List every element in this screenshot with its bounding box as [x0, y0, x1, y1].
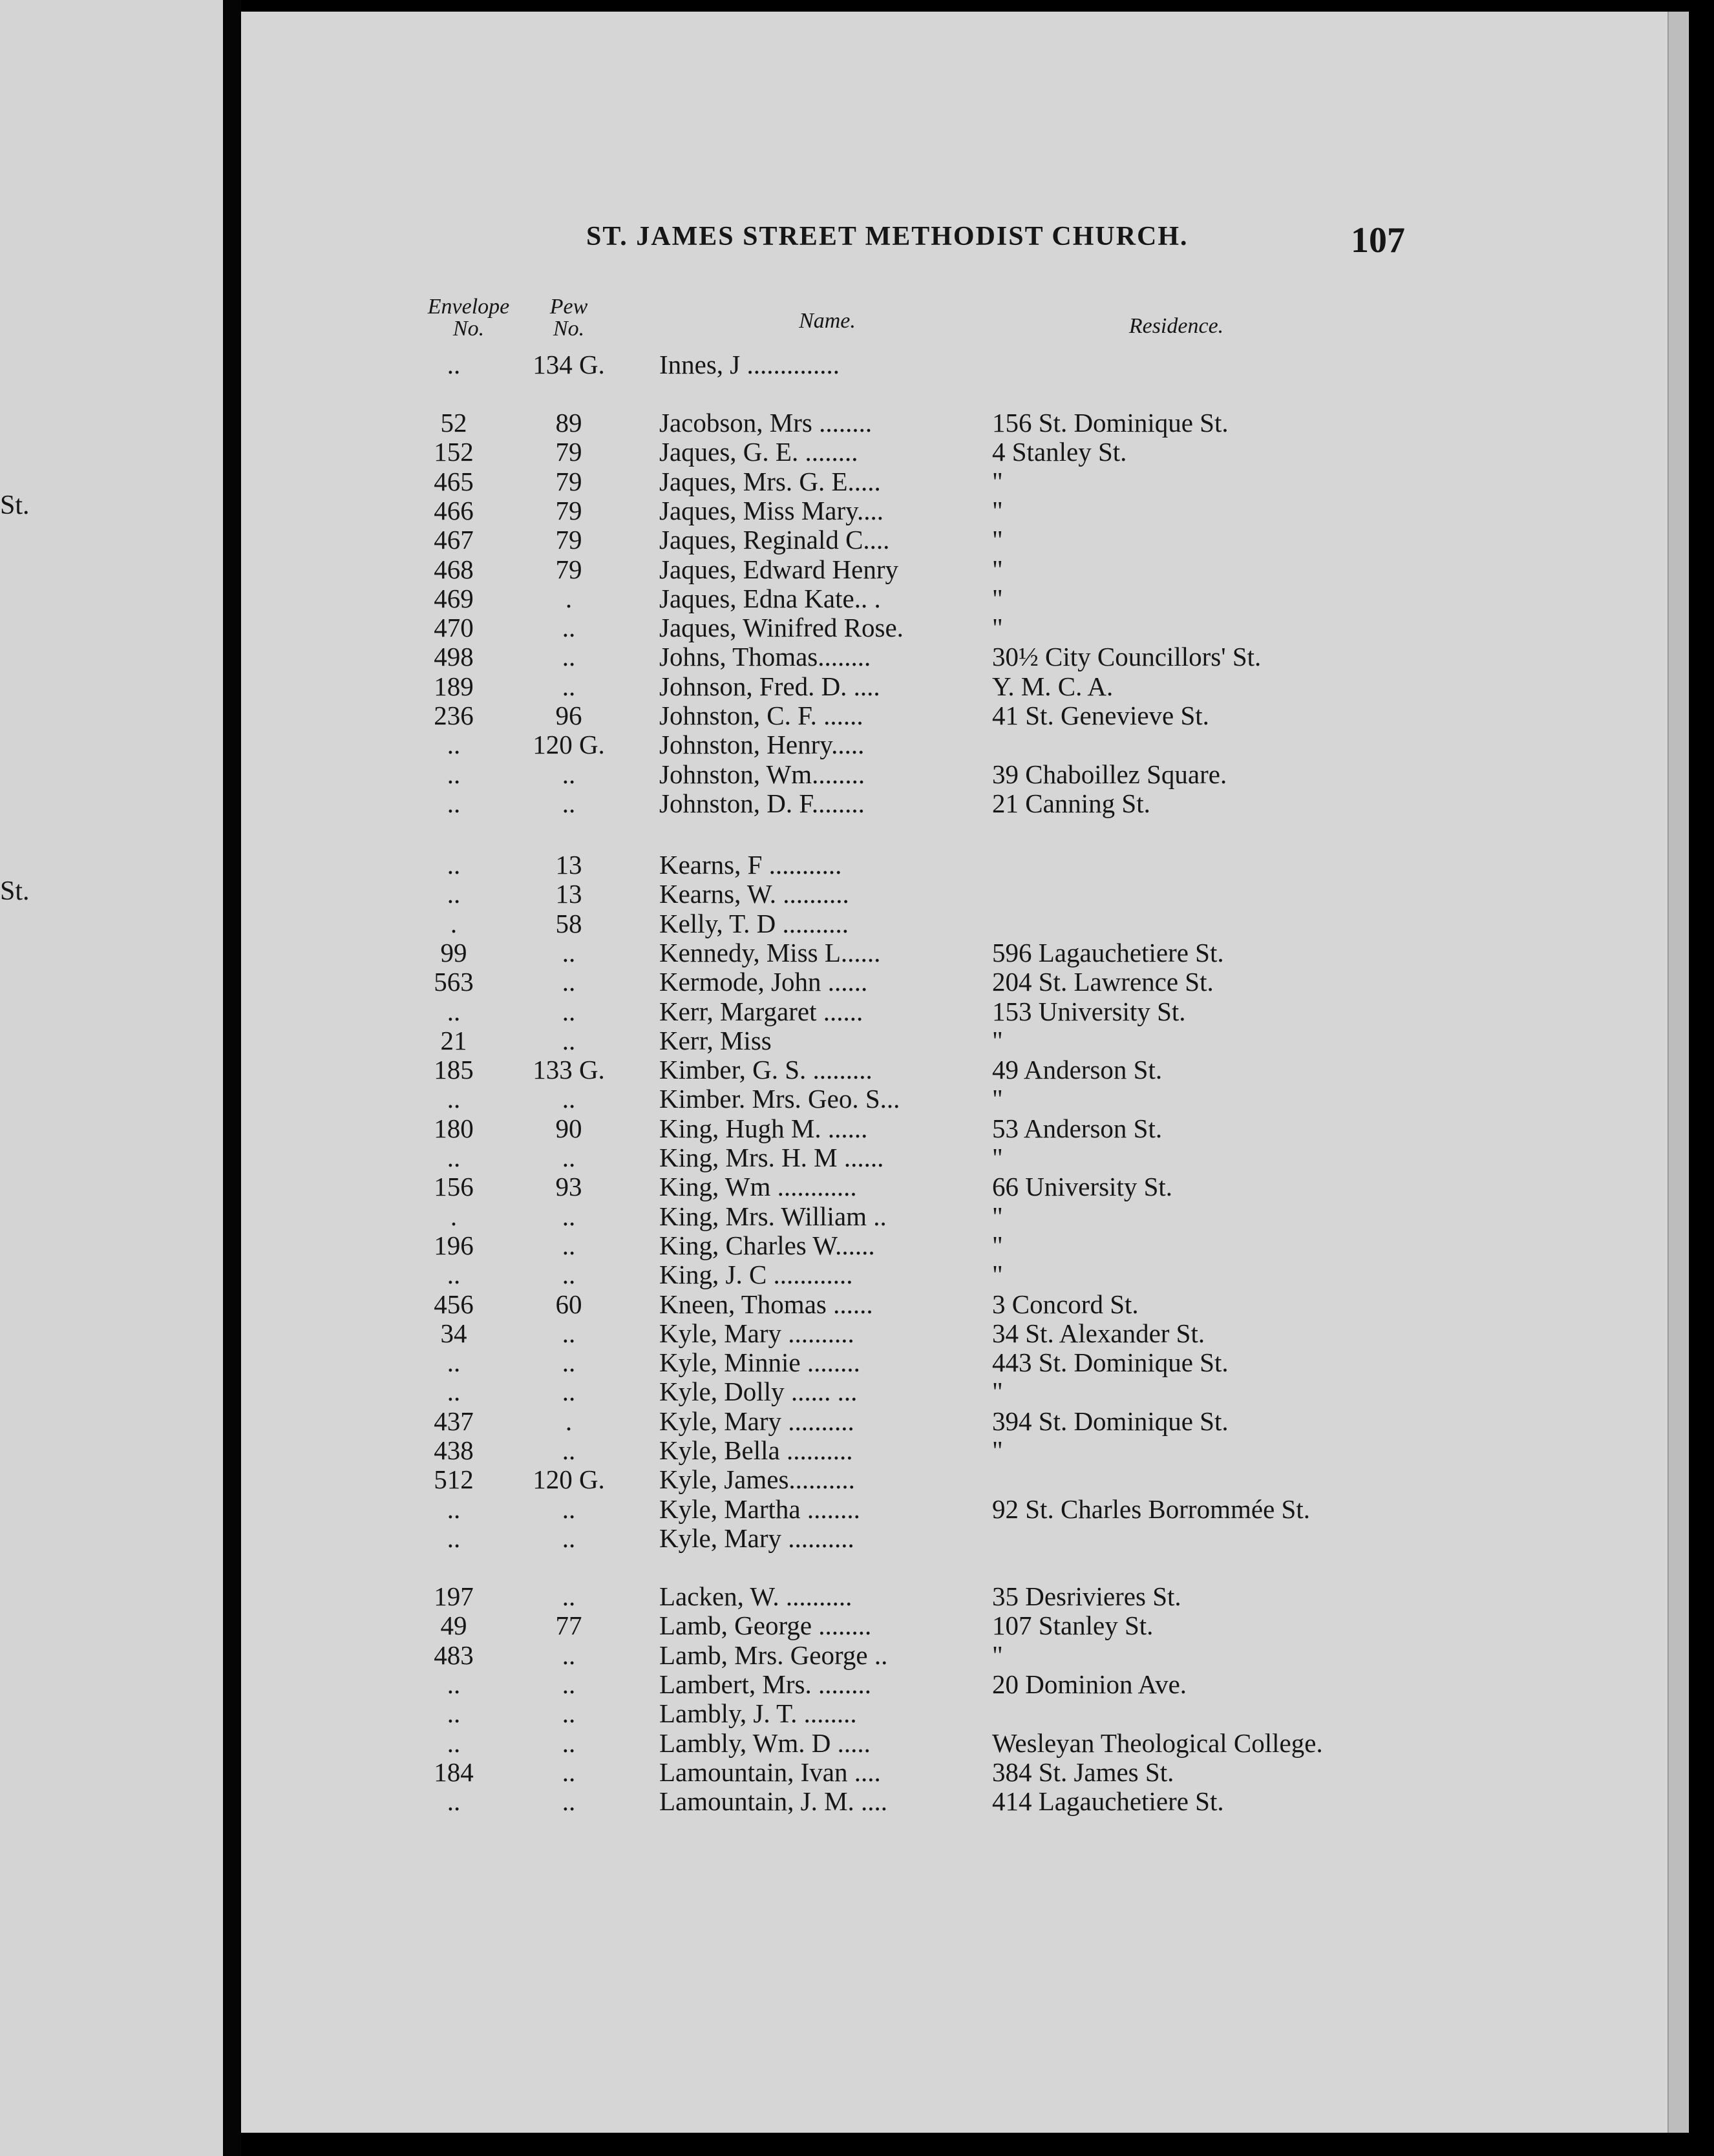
pew-number-cell: ..	[562, 1786, 576, 1817]
name-cell: Johnson, Fred. D. ....	[659, 671, 880, 701]
book-gutter	[223, 0, 241, 2156]
pew-number-cell: ..	[562, 613, 576, 643]
page-number: 107	[1351, 220, 1405, 260]
envelope-number-cell: 34	[440, 1318, 467, 1348]
residence-cell: 153 University St.	[992, 996, 1186, 1026]
envelope-number-cell: ..	[447, 1494, 461, 1524]
envelope-number-cell: ..	[447, 1728, 461, 1758]
residence-cell: 596 Lagauchetiere St.	[992, 937, 1224, 967]
residence-cell: "	[992, 1377, 1003, 1407]
name-cell: Lamountain, J. M. ....	[659, 1786, 888, 1817]
envelope-number-cell: 469	[434, 583, 474, 613]
name-cell: Lamb, George ........	[659, 1611, 872, 1641]
pew-number-cell: 13	[555, 850, 582, 880]
residence-cell: "	[992, 525, 1003, 555]
envelope-number-cell: .	[450, 1201, 458, 1231]
residence-cell: 21 Canning St.	[992, 788, 1150, 818]
name-cell: Jaques, Reginald C....	[659, 525, 890, 555]
pew-number-cell: ..	[562, 1201, 576, 1231]
pew-number-cell: 90	[555, 1113, 582, 1143]
envelope-number-cell: 49	[440, 1611, 467, 1641]
residence-cell: "	[992, 1640, 1003, 1670]
pew-number-cell: 134 G.	[533, 350, 605, 379]
name-cell: Johnston, C. F. ......	[659, 701, 863, 730]
envelope-number-cell: 465	[434, 466, 474, 496]
pew-number-cell: ..	[562, 996, 576, 1026]
name-cell: Jaques, Miss Mary....	[659, 495, 883, 525]
name-cell: King, Mrs. William ..	[659, 1201, 887, 1231]
envelope-number-cell: ..	[447, 759, 461, 789]
envelope-number-cell: 152	[434, 437, 474, 467]
column-header-residence: Residence.	[1128, 314, 1224, 338]
pew-number-cell: ..	[562, 642, 576, 672]
name-cell: King, Hugh M. ......	[659, 1113, 868, 1143]
pew-number-cell: ..	[562, 759, 576, 789]
pew-number-cell: 79	[555, 554, 582, 584]
envelope-number-cell: 236	[434, 701, 474, 730]
pew-number-cell: ..	[562, 1757, 576, 1787]
pew-number-cell: 120 G.	[533, 730, 605, 760]
name-cell: Kyle, Dolly ...... ...	[659, 1377, 858, 1407]
pew-number-cell: ..	[562, 1377, 576, 1407]
envelope-number-cell: ..	[447, 1523, 461, 1553]
name-cell: Kimber, G. S. .........	[659, 1055, 873, 1085]
name-cell: Jaques, Edward Henry	[659, 554, 899, 584]
name-cell: Johnston, Wm........	[659, 759, 865, 789]
name-cell: Lamb, Mrs. George ..	[659, 1640, 888, 1670]
pew-number-cell: 79	[555, 437, 582, 467]
name-cell: Kyle, Mary ..........	[659, 1318, 854, 1348]
name-cell: Kelly, T. D ..........	[659, 908, 849, 938]
pew-number-cell: .	[565, 583, 573, 613]
pew-number-cell: ..	[562, 1230, 576, 1260]
pew-number-cell: ..	[562, 1318, 576, 1348]
envelope-number-cell: 197	[434, 1581, 474, 1611]
left-page-fragment: St.	[0, 491, 30, 520]
pew-number-cell: .	[565, 1406, 573, 1436]
residence-cell: "	[992, 1143, 1003, 1172]
pew-number-cell: ..	[562, 1640, 576, 1670]
envelope-number-cell: ..	[447, 730, 461, 760]
envelope-number-cell: 467	[434, 525, 474, 555]
residence-cell: "	[992, 1435, 1003, 1465]
envelope-number-cell: 456	[434, 1289, 474, 1319]
residence-cell: 35 Desrivieres St.	[992, 1581, 1181, 1611]
name-cell: Kennedy, Miss L......	[659, 937, 881, 967]
column-header-name: Name.	[799, 309, 856, 333]
name-cell: Lambly, Wm. D .....	[659, 1728, 871, 1758]
name-cell: Jaques, Winifred Rose.	[659, 613, 904, 643]
name-cell: King, J. C ............	[659, 1260, 853, 1290]
name-cell: Kyle, James..........	[659, 1464, 855, 1495]
pew-number-cell: ..	[562, 671, 576, 701]
envelope-number-cell: 437	[434, 1406, 474, 1436]
name-cell: Kyle, Mary ..........	[659, 1523, 854, 1553]
envelope-number-cell: 196	[434, 1230, 474, 1260]
name-cell: Jaques, Mrs. G. E.....	[659, 466, 881, 496]
residence-cell: "	[992, 583, 1003, 613]
envelope-number-cell: 466	[434, 495, 474, 525]
pew-number-cell: ..	[562, 1435, 576, 1465]
residence-cell: "	[992, 1230, 1003, 1260]
name-cell: Jacobson, Mrs ........	[659, 408, 873, 438]
envelope-number-cell: 189	[434, 671, 474, 701]
pew-number-cell: ..	[562, 1143, 576, 1172]
envelope-number-cell: 99	[440, 937, 467, 967]
residence-cell: Wesleyan Theological College.	[992, 1728, 1323, 1758]
residence-cell: 4 Stanley St.	[992, 437, 1127, 467]
page-title: ST. JAMES STREET METHODIST CHURCH.	[586, 222, 1189, 251]
name-cell: Johns, Thomas........	[659, 642, 871, 672]
envelope-number-cell: 438	[434, 1435, 474, 1465]
name-cell: Jaques, Edna Kate.. .	[659, 583, 881, 613]
residence-cell: "	[992, 613, 1003, 643]
name-cell: Kneen, Thomas ......	[659, 1289, 873, 1319]
name-cell: Kerr, Miss	[659, 1025, 772, 1055]
pew-number-cell: ..	[562, 1669, 576, 1699]
envelope-number-cell: ..	[447, 1786, 461, 1817]
pew-number-cell: 120 G.	[533, 1464, 605, 1495]
name-cell: Kyle, Bella ..........	[659, 1435, 853, 1465]
column-header-envelope: Envelope No.	[427, 295, 510, 341]
envelope-number-cell: ..	[447, 1348, 461, 1378]
pew-number-cell: 133 G.	[533, 1055, 605, 1085]
residence-cell: "	[992, 495, 1003, 525]
residence-cell: 92 St. Charles Borrommée St.	[992, 1494, 1310, 1524]
name-cell: Lamountain, Ivan ....	[659, 1757, 881, 1787]
envelope-number-cell: 512	[434, 1464, 474, 1495]
residence-cell: 30½ City Councillors' St.	[992, 642, 1262, 672]
envelope-number-cell: ..	[447, 850, 461, 880]
envelope-number-cell: 185	[434, 1055, 474, 1085]
residence-cell: 66 University St.	[992, 1172, 1173, 1202]
residence-cell: 394 St. Dominique St.	[992, 1406, 1229, 1436]
name-cell: Kyle, Mary ..........	[659, 1406, 854, 1436]
envelope-number-cell: 180	[434, 1113, 474, 1143]
pew-number-cell: ..	[562, 1025, 576, 1055]
envelope-number-cell: ..	[447, 1669, 461, 1699]
envelope-number-cell: 52	[440, 408, 467, 438]
envelope-number-cell: ..	[447, 788, 461, 818]
name-cell: Kearns, F ...........	[659, 850, 842, 880]
residence-cell: "	[992, 1260, 1003, 1290]
residence-cell: "	[992, 1025, 1003, 1055]
envelope-number-cell: ..	[447, 879, 461, 909]
left-page-margin	[0, 0, 223, 2156]
left-page-fragment: St.	[0, 876, 30, 906]
envelope-number-cell: 498	[434, 642, 474, 672]
envelope-number-cell: 156	[434, 1172, 474, 1202]
pew-number-cell: ..	[562, 1698, 576, 1729]
name-cell: Kermode, John ......	[659, 967, 868, 997]
envelope-number-cell: ..	[447, 1377, 461, 1407]
name-cell: Innes, J ..............	[659, 350, 840, 379]
residence-cell: 20 Dominion Ave.	[992, 1669, 1187, 1699]
envelope-number-cell: ..	[447, 996, 461, 1026]
pew-number-cell: 79	[555, 466, 582, 496]
residence-cell: 384 St. James St.	[992, 1757, 1174, 1787]
pew-number-cell: ..	[562, 1260, 576, 1290]
name-cell: King, Wm ............	[659, 1172, 857, 1202]
residence-cell: 34 St. Alexander St.	[992, 1318, 1205, 1348]
envelope-number-cell: 184	[434, 1757, 474, 1787]
column-header-pew: Pew No.	[549, 295, 588, 341]
name-cell: Lambert, Mrs. ........	[659, 1669, 871, 1699]
name-cell: Lambly, J. T. ........	[659, 1698, 857, 1729]
pew-number-cell: ..	[562, 937, 576, 967]
name-cell: Kearns, W. ..........	[659, 879, 849, 909]
page-edge	[1667, 12, 1688, 2133]
envelope-number-cell: 470	[434, 613, 474, 643]
pew-number-cell: 13	[555, 879, 582, 909]
residence-cell: 3 Concord St.	[992, 1289, 1139, 1319]
envelope-number-cell: ..	[447, 1084, 461, 1114]
pew-number-cell: 60	[555, 1289, 582, 1319]
name-cell: King, Mrs. H. M ......	[659, 1143, 884, 1172]
name-cell: Kyle, Minnie ........	[659, 1348, 860, 1378]
envelope-number-cell: 483	[434, 1640, 474, 1670]
name-cell: Kyle, Martha ........	[659, 1494, 860, 1524]
envelope-number-cell: 21	[440, 1025, 467, 1055]
pew-number-cell: 77	[555, 1611, 582, 1641]
pew-number-cell: ..	[562, 1348, 576, 1378]
pew-number-cell: ..	[562, 1523, 576, 1553]
residence-cell: 53 Anderson St.	[992, 1113, 1163, 1143]
name-cell: Kimber. Mrs. Geo. S...	[659, 1084, 900, 1114]
pew-number-cell: 93	[555, 1172, 582, 1202]
envelope-number-cell: ..	[447, 1698, 461, 1729]
residence-cell: 414 Lagauchetiere St.	[992, 1786, 1224, 1817]
envelope-number-cell: ..	[447, 350, 461, 379]
pew-number-cell: 89	[555, 408, 582, 438]
pew-number-cell: 79	[555, 525, 582, 555]
name-cell: Johnston, Henry.....	[659, 730, 865, 760]
name-cell: Lacken, W. ..........	[659, 1581, 852, 1611]
envelope-number-cell: 563	[434, 967, 474, 997]
residence-cell: 204 St. Lawrence St.	[992, 967, 1214, 997]
residence-cell: 39 Chaboillez Square.	[992, 759, 1227, 789]
residence-cell: 443 St. Dominique St.	[992, 1348, 1229, 1378]
residence-cell: Y. M. C. A.	[992, 671, 1114, 701]
residence-cell: "	[992, 466, 1003, 496]
residence-cell: "	[992, 1201, 1003, 1231]
pew-number-cell: 96	[555, 701, 582, 730]
pew-number-cell: ..	[562, 1581, 576, 1611]
pew-number-cell: ..	[562, 788, 576, 818]
envelope-number-cell: ..	[447, 1143, 461, 1172]
envelope-number-cell: 468	[434, 554, 474, 584]
envelope-number-cell: .	[450, 908, 458, 938]
residence-cell: 41 St. Genevieve St.	[992, 701, 1209, 730]
residence-cell: 49 Anderson St.	[992, 1055, 1163, 1085]
name-cell: Jaques, G. E. ........	[659, 437, 858, 467]
name-cell: Kerr, Margaret ......	[659, 996, 863, 1026]
name-cell: Johnston, D. F........	[659, 788, 865, 818]
residence-cell: "	[992, 1084, 1003, 1114]
name-cell: King, Charles W......	[659, 1230, 875, 1260]
pew-number-cell: ..	[562, 967, 576, 997]
pew-number-cell: 79	[555, 495, 582, 525]
residence-cell: 107 Stanley St.	[992, 1611, 1154, 1641]
pew-number-cell: ..	[562, 1084, 576, 1114]
envelope-number-cell: ..	[447, 1260, 461, 1290]
residence-cell: "	[992, 554, 1003, 584]
pew-number-cell: 58	[555, 908, 582, 938]
residence-cell: 156 St. Dominique St.	[992, 408, 1229, 438]
pew-number-cell: ..	[562, 1494, 576, 1524]
pew-number-cell: ..	[562, 1728, 576, 1758]
